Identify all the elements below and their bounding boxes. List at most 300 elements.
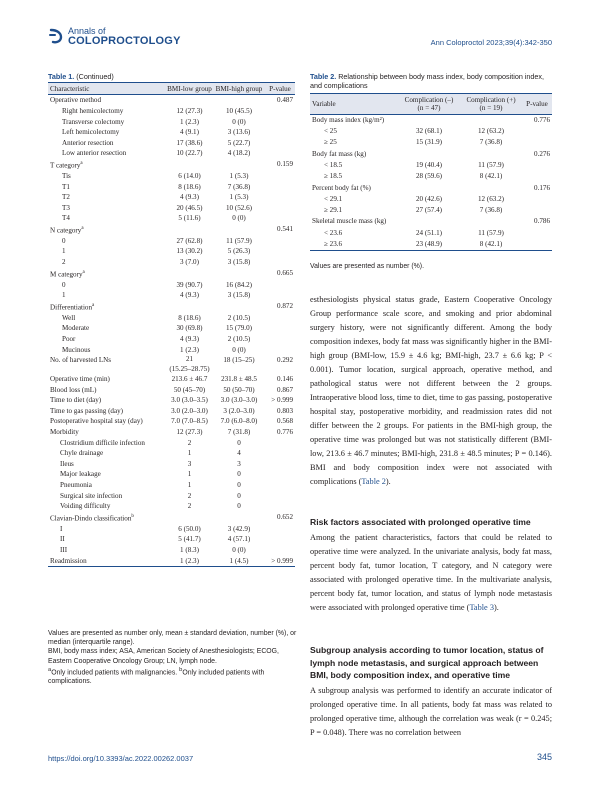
row-label-text: Well — [62, 313, 76, 322]
complication-neg-value: 19 (40.4) — [415, 161, 442, 169]
p-value — [265, 469, 295, 480]
footnote-text-b: Only included patients with complications. — [48, 669, 265, 686]
p-value — [265, 203, 295, 214]
p-value: 0.872 — [277, 301, 293, 310]
table1-caption — [48, 72, 114, 81]
bmi-high-value: 5 (22.7) — [227, 138, 251, 147]
table2-row — [310, 137, 552, 148]
p-value: 0.541 — [277, 224, 293, 233]
table1-row — [48, 138, 295, 149]
bmi-low-value — [166, 224, 213, 236]
table2-row — [310, 160, 552, 171]
bmi-high-value: 4 (57.1) — [227, 535, 251, 544]
row-label-text: Operative time (min) — [50, 375, 110, 384]
row-label-text: 1 — [62, 291, 66, 300]
bmi-high-value: 3 (15.8) — [227, 291, 251, 300]
bmi-low-value: 4 (9.3) — [180, 291, 199, 300]
row-label — [48, 427, 166, 438]
row-label-text: Clostridium difficile infection — [60, 438, 145, 447]
table1-row — [48, 406, 295, 417]
p-value: 0.146 — [277, 375, 293, 384]
row-label-text: Moderate — [62, 324, 90, 333]
table1-row — [48, 301, 295, 313]
p-value — [265, 334, 295, 345]
bmi-high-value: 5 (26.3) — [227, 247, 251, 256]
p-value: 0.867 — [277, 385, 293, 394]
bmi-high-value: 0 — [237, 481, 241, 490]
bmi-low-value: 12 (27.3) — [176, 107, 203, 115]
bmi-high-value — [213, 224, 265, 236]
row-label-text: Right hemicolectomy — [62, 107, 124, 115]
footnote-marker: b — [131, 513, 134, 519]
table1-row — [48, 334, 295, 345]
row-label — [48, 512, 166, 524]
bmi-low-value: 2 — [187, 502, 192, 511]
p-value — [265, 313, 295, 324]
table1-row — [48, 534, 295, 545]
table2-row — [310, 228, 552, 239]
table1-row — [48, 448, 295, 459]
row-label-text: Transverse colectomy — [62, 117, 125, 126]
row-label: ≥ 25 — [324, 138, 337, 147]
table1-row — [48, 213, 295, 224]
row-label — [48, 95, 166, 106]
row-label — [48, 127, 166, 138]
row-label-text: Readmission — [50, 556, 87, 565]
bmi-high-value — [213, 268, 265, 280]
bmi-low-value: 213.6 ± 46.7 — [171, 375, 208, 384]
bmi-high-value: 0 (0) — [232, 214, 246, 223]
row-label — [48, 501, 166, 512]
row-label: < 29.1 — [324, 194, 343, 203]
row-label — [48, 159, 166, 171]
p-value — [265, 534, 295, 545]
p-value: 0.776 — [534, 115, 550, 124]
section-heading-risk-factors: Risk factors associated with prolonged operative time — [310, 517, 531, 527]
table1-row — [48, 385, 295, 396]
table1-label: Table 1. — [48, 72, 75, 81]
table3-link[interactable]: Table 3 — [469, 603, 494, 612]
row-label — [48, 268, 166, 280]
p-value — [265, 323, 295, 334]
bmi-high-value: 0 — [237, 438, 241, 447]
bmi-low-value: 6 (50.0) — [178, 524, 201, 533]
p-value: 0.803 — [277, 406, 293, 415]
table1-row — [48, 290, 295, 301]
table1 — [48, 82, 295, 567]
bmi-low-value: 2 — [187, 438, 192, 447]
bmi-low-value — [166, 301, 213, 313]
bmi-low-value: 12 (27.3) — [176, 428, 203, 437]
bmi-high-value: 3 (13.6) — [227, 128, 251, 137]
table2-header-complication-neg — [398, 94, 460, 115]
footnote-marker: a — [82, 269, 85, 275]
row-label-text: Pneumonia — [60, 481, 92, 490]
row-label-text: Differentiation — [50, 303, 93, 312]
table2-header-complication-pos — [460, 94, 522, 115]
bmi-high-value: 1 (4.5) — [213, 556, 265, 567]
bmi-high-value — [213, 301, 265, 313]
p-value — [265, 117, 295, 128]
complication-neg-value — [398, 114, 460, 126]
bmi-high-value: 0 — [237, 502, 241, 511]
complication-neg-value — [398, 183, 460, 194]
table1-row — [48, 355, 295, 374]
row-label — [48, 480, 166, 491]
bmi-high-value: 2 (10.5) — [227, 313, 251, 322]
row-label: < 18.5 — [324, 161, 343, 169]
row-label — [48, 345, 166, 356]
journal-name-line2: COLOPROCTOLOGY — [68, 35, 181, 47]
p-value — [265, 280, 295, 291]
table2-header-pos-n: (n = 19) — [479, 103, 503, 112]
table2-header-pvalue: P-value — [522, 94, 552, 115]
table1-row — [48, 171, 295, 182]
row-label-text: III — [60, 545, 68, 554]
bmi-low-value: 5 (11.6) — [178, 214, 201, 223]
row-label-text: 0 — [62, 236, 66, 245]
row-label: ≥ 29.1 — [324, 206, 343, 215]
table1-row — [48, 501, 295, 512]
row-label — [48, 323, 166, 334]
table1-row — [48, 556, 295, 567]
bmi-low-value: 5 (41.7) — [178, 535, 201, 544]
table2-header-variable: Variable — [310, 94, 398, 115]
table2-row — [310, 205, 552, 216]
bmi-high-value: 50 (50–70) — [223, 385, 255, 394]
p-value — [265, 171, 295, 182]
row-label — [48, 545, 166, 556]
row-label: ≥ 18.5 — [324, 172, 343, 181]
bmi-low-value: 13 (30.2) — [176, 247, 203, 256]
p-value: 0.487 — [277, 96, 293, 105]
p-value — [522, 160, 552, 171]
table1-row — [48, 345, 295, 356]
p-value: 0.176 — [534, 183, 550, 192]
table1-row — [48, 313, 295, 324]
bmi-low-value: 3 — [187, 459, 192, 468]
table1-row — [48, 236, 295, 247]
table1-header-row — [48, 83, 295, 95]
row-label: ≥ 23.6 — [310, 239, 398, 251]
row-label: Skeletal muscle mass (kg) — [312, 217, 387, 226]
bmi-low-value — [166, 159, 213, 171]
row-label: Percent body fat (%) — [312, 183, 371, 192]
table1-row — [48, 106, 295, 117]
paragraph-results-1-text: esthesiologists physical status grade, Eastern Cooperative Oncology Group performance scale score, and smoking and prior abdominal surgery history, were not significantly different. Among the body composition indexes, body fat mass was significantly higher in the BMI-high group (BMI-low, 15.9 ± 4.6 kg; BMI-high, 23.7 ± 6.6 kg; P < 0.001). Tumor location, surgical approach, operative method, and pathological status were not different between the 2 groups. Intraoperative blood loss, time to diet, time to gas passing, postoperative hospital stay, postoperative morbidity, and readmission rates did not differ between the 2 groups. For patients in the BMI-high group, the operative time was prolonged but was not statistically different (BMI-low, 213.6 ± 46.7 minutes; BMI-high, 231.8 ± 48.5 minutes; P = 0.146). BMI and body composition index were not associated with complications ( — [310, 295, 552, 486]
row-label-text: T category — [50, 161, 81, 170]
p-value — [522, 126, 552, 137]
p-value — [522, 239, 552, 251]
table1-row — [48, 480, 295, 491]
row-label-text: No. of harvested LNs — [50, 356, 112, 365]
bmi-high-value: 3.0 (3.0–3.0) — [220, 396, 258, 405]
row-label — [48, 182, 166, 193]
table1-header-bmi-high: BMI-high group — [213, 83, 265, 95]
row-label-text: I — [60, 524, 63, 533]
complication-neg-value: 20 (42.6) — [415, 194, 442, 203]
row-label — [48, 280, 166, 291]
footnote-marker: a — [92, 302, 95, 308]
bmi-low-value: 1 — [187, 481, 192, 490]
row-label: Body mass index (kg/m²) — [312, 115, 385, 124]
table1-row — [48, 374, 295, 385]
table2-row — [310, 171, 552, 182]
p-value: > 0.999 — [271, 396, 293, 405]
row-label — [48, 438, 166, 449]
bmi-low-value: 10 (22.7) — [176, 149, 203, 158]
row-label-text: Major leakage — [60, 470, 101, 479]
footnote-marker-b: b — [179, 666, 183, 673]
bmi-low-value — [166, 268, 213, 280]
table1-row — [48, 323, 295, 334]
bmi-low-value: 6 (14.0) — [178, 171, 201, 180]
table2-row — [310, 114, 552, 126]
bmi-low-value: 4 (9.1) — [180, 128, 199, 137]
bmi-low-value: 39 (90.7) — [176, 280, 203, 289]
p-value: 0.652 — [277, 512, 293, 521]
row-label — [48, 534, 166, 545]
p-value — [265, 501, 295, 512]
paragraph-subgroup-analysis: A subgroup analysis was performed to identify an accurate indicator of prolonged operative time. In all patients, body fat mass was related to prolonged operative time, although the correlation was weak (r = 0.245; P = 0.048). There was no correlation between — [310, 686, 552, 737]
bmi-high-value: 7 (36.8) — [227, 182, 251, 191]
complication-neg-value — [398, 149, 460, 160]
row-label-text: II — [60, 535, 65, 544]
row-label — [48, 213, 166, 224]
section-heading-subgroup-analysis: Subgroup analysis according to tumor location, status of lymph node metastasis, and surgical approach between BMI, body composition index, and operative time — [310, 645, 544, 680]
p-value — [265, 290, 295, 301]
bmi-low-value: 2 — [187, 491, 192, 500]
bmi-low-value: 1 (2.3) — [166, 556, 213, 567]
table1-row — [48, 268, 295, 280]
bmi-low-value: 3.0 (3.0–3.5) — [171, 396, 208, 405]
doi-link[interactable]: https://doi.org/10.3393/ac.2022.00262.0037 — [48, 754, 194, 763]
page-number: 345 — [536, 752, 552, 762]
table1-row — [48, 192, 295, 203]
table1-row — [48, 246, 295, 257]
table1-row — [48, 512, 295, 524]
paragraph-risk-factors-text: Among the patient characteristics, factors that could be related to operative time were analyzed. In the univariate analysis, body fat mass, percent body fat, tumor location, T category, and N category were associated with prolonged operative time. In the multivariate analysis, percent body fat, tumor location, and status of lymph node metastasis were associated with prolonged operative time ( — [310, 533, 552, 612]
table1-row — [48, 416, 295, 427]
table2-header-row — [310, 94, 552, 115]
row-label — [48, 138, 166, 149]
bmi-high-value: 7 (31.8) — [227, 428, 251, 437]
row-label-text: Low anterior resection — [62, 149, 127, 158]
bmi-high-value: 0 — [237, 470, 241, 479]
row-label-text: Ileus — [60, 459, 74, 468]
p-value — [522, 171, 552, 182]
complication-pos-value — [460, 183, 522, 194]
p-value: 0.292 — [277, 356, 293, 365]
row-label — [48, 171, 166, 182]
table1-footnote-values: Values are presented as number only, mean ± standard deviation, number (%), or median (interquartile range). — [48, 630, 297, 647]
row-label: < 23.6 — [324, 228, 343, 237]
table1-row — [48, 438, 295, 449]
complication-pos-value — [460, 216, 522, 227]
row-label-text: Time to gas passing (day) — [50, 406, 124, 415]
journal-logo-icon — [48, 28, 64, 44]
row-label-text: Poor — [62, 334, 76, 343]
footnote-marker-a: a — [48, 666, 52, 673]
p-value: 0.568 — [277, 417, 293, 426]
row-label-text: T3 — [62, 203, 70, 212]
bmi-high-value: 3 (42.9) — [227, 524, 251, 533]
bmi-high-value: 10 (52.6) — [225, 203, 252, 212]
bmi-low-value-main: 21 — [185, 355, 194, 364]
complication-pos-value: 12 (63.2) — [477, 194, 504, 203]
table1-row — [48, 459, 295, 470]
table1-row — [48, 127, 295, 138]
bmi-high-value: 0 (0) — [232, 345, 246, 354]
p-value — [265, 545, 295, 556]
complication-pos-value — [460, 149, 522, 160]
row-label-text: Surgical site infection — [60, 491, 123, 500]
p-value: 0.276 — [534, 149, 550, 158]
p-value — [265, 257, 295, 268]
bmi-low-value: 20 (46.5) — [176, 203, 203, 212]
table2-link[interactable]: Table 2 — [361, 477, 386, 486]
bmi-high-value — [213, 512, 265, 524]
bmi-high-value: 3 (2.0–3.0) — [223, 406, 255, 415]
bmi-high-value: 4 — [237, 449, 241, 458]
bmi-high-value: 11 (57.9) — [226, 236, 252, 245]
complication-pos-value: 7 (36.8) — [479, 206, 503, 215]
p-value — [265, 192, 295, 203]
bmi-low-value — [166, 512, 213, 524]
bmi-low-value: 1 (8.3) — [180, 545, 199, 554]
table1-row — [48, 491, 295, 502]
table1-header-pvalue: P-value — [265, 83, 295, 95]
bmi-low-value: 3 (7.0) — [180, 258, 199, 267]
table2-header-neg-n: (n = 47) — [417, 103, 441, 112]
p-value — [265, 127, 295, 138]
p-value — [265, 246, 295, 257]
bmi-low-value: 8 (18.6) — [178, 182, 201, 191]
journal-logo — [48, 26, 181, 46]
row-label — [48, 203, 166, 214]
row-label-text: Clavian-Dindo classification — [50, 514, 132, 523]
journal-name-line1: Annals of — [68, 26, 106, 36]
bmi-high-value: 10 (45.5) — [225, 107, 252, 115]
row-label-text: Postoperative hospital stay (day) — [50, 417, 143, 426]
p-value — [522, 205, 552, 216]
p-value — [265, 491, 295, 502]
p-value — [522, 194, 552, 205]
row-label-text: 1 — [62, 247, 66, 256]
p-value: 0.159 — [277, 159, 293, 168]
row-label-text: M category — [50, 269, 83, 278]
p-value — [265, 138, 295, 149]
bmi-high-value: 0 — [237, 491, 241, 500]
row-label: < 25 — [324, 127, 337, 136]
p-value: > 0.999 — [265, 556, 295, 567]
bmi-low-value: 3.0 (2.0–3.0) — [171, 406, 208, 415]
bmi-high-value: 0 (0) — [232, 545, 246, 554]
bmi-low-value: 8 (18.6) — [178, 313, 201, 322]
table1-row — [48, 203, 295, 214]
row-label — [48, 469, 166, 480]
complication-neg-value: 32 (68.1) — [415, 127, 442, 136]
bmi-low-value: 4 (9.3) — [180, 193, 199, 202]
table2-caption-text: Relationship between body mass index, body composition index, and complications — [310, 72, 544, 90]
bmi-high-value: 1 (5.3) — [229, 171, 249, 180]
table1-caption-text: (Continued) — [76, 72, 114, 81]
row-label — [48, 385, 166, 396]
row-label-text: Morbidity — [50, 428, 79, 437]
bmi-low-value: 27 (62.8) — [176, 236, 203, 245]
complication-neg-value: 28 (59.6) — [415, 172, 442, 181]
table2 — [310, 93, 552, 251]
p-value: 0.665 — [277, 268, 293, 277]
table1-footnote-superscripts — [48, 666, 298, 687]
table1-row — [48, 224, 295, 236]
row-label — [48, 406, 166, 417]
row-label — [48, 117, 166, 128]
bmi-high-value: 2 (10.5) — [227, 334, 251, 343]
p-value — [522, 228, 552, 239]
row-label — [48, 556, 166, 567]
p-value — [265, 459, 295, 470]
row-label-text: Time to diet (day) — [50, 396, 102, 405]
p-value — [265, 148, 295, 159]
p-value — [265, 438, 295, 449]
table1-header-bmi-low: BMI-low group — [166, 83, 213, 95]
row-label-text: Voiding difficulty — [60, 502, 111, 511]
p-value — [265, 213, 295, 224]
row-label-text: T1 — [62, 182, 70, 191]
bmi-low-value — [166, 355, 213, 374]
p-value — [265, 524, 295, 535]
complication-neg-value: 15 (31.9) — [415, 138, 442, 147]
p-value — [522, 137, 552, 148]
p-value — [265, 480, 295, 491]
row-label-text: Chyle drainage — [60, 449, 104, 458]
bmi-high-value: 16 (84.2) — [225, 280, 252, 289]
complication-pos-value: 12 (63.2) — [477, 127, 504, 136]
row-label-text: Mucinous — [62, 345, 91, 354]
row-label — [48, 313, 166, 324]
table1-row — [48, 524, 295, 535]
table2-header-neg-label: Complication (–) — [404, 95, 454, 104]
bmi-low-value: 1 — [187, 470, 192, 479]
table1-row — [48, 257, 295, 268]
bmi-low-value-range: (15.25–28.75) — [169, 364, 210, 373]
row-label — [48, 524, 166, 535]
footnote-text-a: Only included patients with malignancies. — [51, 669, 180, 677]
complication-pos-value: 8 (42.1) — [479, 172, 503, 181]
table1-row — [48, 395, 295, 406]
table2-label: Table 2. — [310, 72, 337, 81]
table2-note: Values are presented as number (%). — [310, 263, 425, 270]
complication-neg-value — [398, 216, 460, 227]
row-label — [48, 355, 166, 374]
row-label — [48, 192, 166, 203]
bmi-high-value: 3 — [237, 459, 241, 468]
complication-neg-value: 23 (48.9) — [398, 239, 460, 251]
table1-row — [48, 182, 295, 193]
row-label-text: 0 — [62, 280, 66, 289]
table2-row — [310, 216, 552, 227]
bmi-low-value: 17 (38.6) — [176, 138, 203, 147]
footnote-marker: a — [81, 225, 84, 231]
table1-row — [48, 148, 295, 159]
row-label — [48, 301, 166, 313]
row-label-text: Operative method — [50, 96, 102, 105]
bmi-high-value: 15 (79.0) — [225, 324, 252, 333]
row-label — [48, 374, 166, 385]
table2-row — [310, 183, 552, 194]
row-label — [48, 334, 166, 345]
